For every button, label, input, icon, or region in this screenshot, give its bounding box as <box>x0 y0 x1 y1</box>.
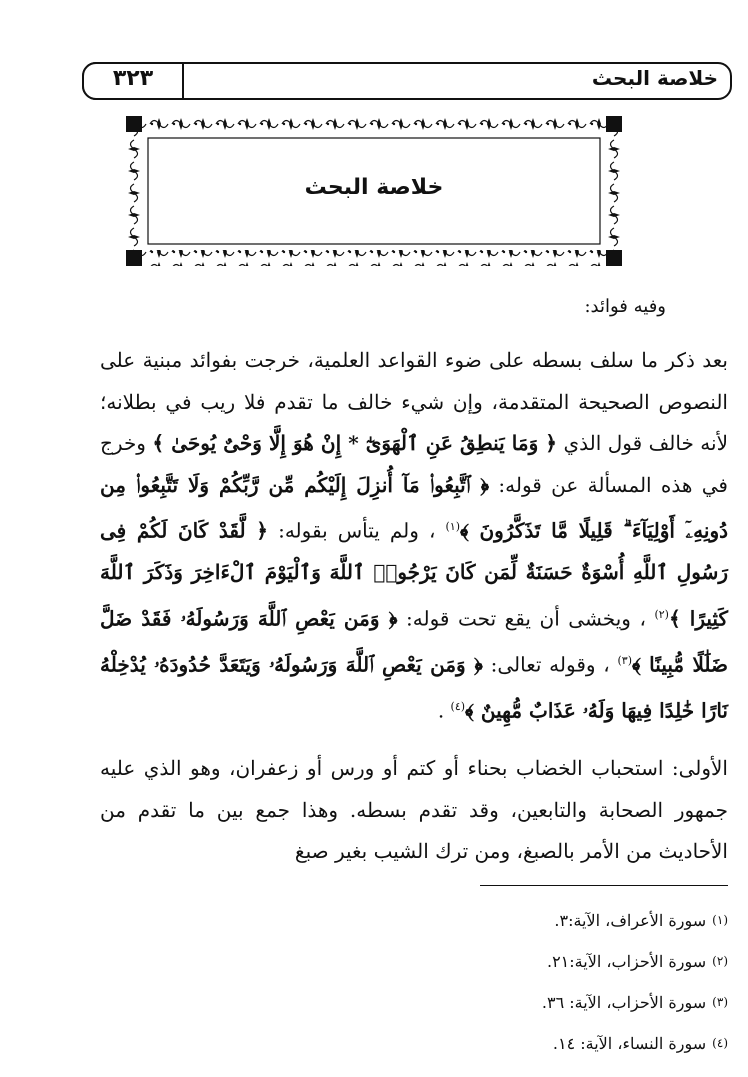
footnote-text: سورة النساء، الآية: ١٤. <box>552 1034 707 1053</box>
quran-verse: ﴿ وَمَن يَعْصِ ٱللَّهَ وَرَسُولَهُۥ فَقَدْ ضَلَّ ضَلَٰلًا مُّبِينًا ﴾ <box>100 606 728 677</box>
intro-text: وفيه فوائد: <box>584 296 666 317</box>
paragraph-2: الأولى: استحباب الخضاب بحناء أو كتم أو ورس أو زعفران، وهو الذي عليه جمهور الصحابة والتابعين، وقد تقدم بسطه. وهذا جمع بين ما تقدم من الأحاديث من الأمر بالصبغ، ومن ترك الشيب بغير صبغ <box>100 756 728 864</box>
footnote-item <box>28 1023 728 1064</box>
page-number-box <box>82 62 184 100</box>
section-title: خلاصة البحث <box>304 175 444 200</box>
text-segment: وخرج في هذه المسألة عن قوله: <box>100 431 728 497</box>
footnote-item <box>28 982 728 1023</box>
footnote-item <box>28 900 728 941</box>
quran-verse: ﴿ لَّقَدْ كَانَ لَكُمْ فِى رَسُولِ ٱللَّهِ أُسْوَةٌ حَسَنَةٌ لِّمَن كَانَ يَرْجُوا۟ ٱللَّهَ وَٱلْيَوْمَ ٱلْءَاخِرَ وَذَكَرَ ٱللَّهَ كَثِيرًا ﴾ <box>100 518 728 631</box>
footnote-number: (٢) <box>712 954 728 968</box>
text-segment: ، ويخشى أن يقع تحت قوله: <box>397 606 655 631</box>
footnote-ref[interactable]: (٤) <box>450 699 466 713</box>
quran-verse: ﴿ ٱتَّبِعُوا۟ مَآ أُنزِلَ إِلَيْكُم مِّن رَّبِّكُمْ وَلَا تَتَّبِعُوا۟ مِن دُونِهِۦٓ أَوْلِيَآءَ ۗ قَلِيلًا مَّا تَذَكَّرُونَ ﴾ <box>100 472 729 543</box>
footnote-ref[interactable]: (١) <box>445 520 460 533</box>
footnote-number: (٤) <box>712 1036 728 1050</box>
footnote-divider <box>480 885 728 886</box>
text-segment: بعد ذكر ما سلف بسطه على ضوء القواعد العلمية، خرجت بفوائد مبنية على النصوص الصحيحة المتقدمة، وإن شيء خالف ما تقدم فلا ريب في بطلانه؛ لأنه خالف قول الذي <box>100 348 728 455</box>
footnote-number: (١) <box>712 913 728 927</box>
quran-verse: ﴿ وَمَا يَنطِقُ عَنِ ٱلْهَوَىٰٓ * إِنْ هُوَ إِلَّا وَحْىٌ يُوحَىٰ ﴾ <box>152 431 557 455</box>
running-header <box>82 62 732 100</box>
paragraph-1 <box>100 340 728 732</box>
text-segment: ، ولم يتأس بقوله: <box>268 518 446 543</box>
footnote-text: سورة الأحزاب، الآية: ٣٦. <box>541 993 707 1012</box>
footnote-number: (٣) <box>712 995 728 1009</box>
text-segment: ، وقوله تعالى: <box>482 652 618 677</box>
body-text <box>100 340 728 873</box>
footnote-ref[interactable]: (٣) <box>617 653 632 667</box>
footnote-ref[interactable]: (٢) <box>654 607 669 621</box>
footnotes <box>28 900 728 1064</box>
footnote-text: سورة الأعراف، الآية:٣. <box>554 911 707 930</box>
page-number: ٣٢٣ <box>112 66 154 91</box>
quran-verse: ﴿ وَمَن يَعْصِ ٱللَّهَ وَرَسُولَهُۥ وَيَتَعَدَّ حُدُودَهُۥ يُدْخِلْهُ نَارًا خَٰلِدًا فِيهَا وَلَهُۥ عَذَابٌ مُّهِينٌ ﴾ <box>100 652 728 723</box>
header-title: خلاصة البحث <box>591 66 718 90</box>
footnote-text: سورة الأحزاب، الآية:٢١. <box>546 952 707 971</box>
footnote-item <box>28 941 728 982</box>
text-segment: . <box>437 698 451 723</box>
